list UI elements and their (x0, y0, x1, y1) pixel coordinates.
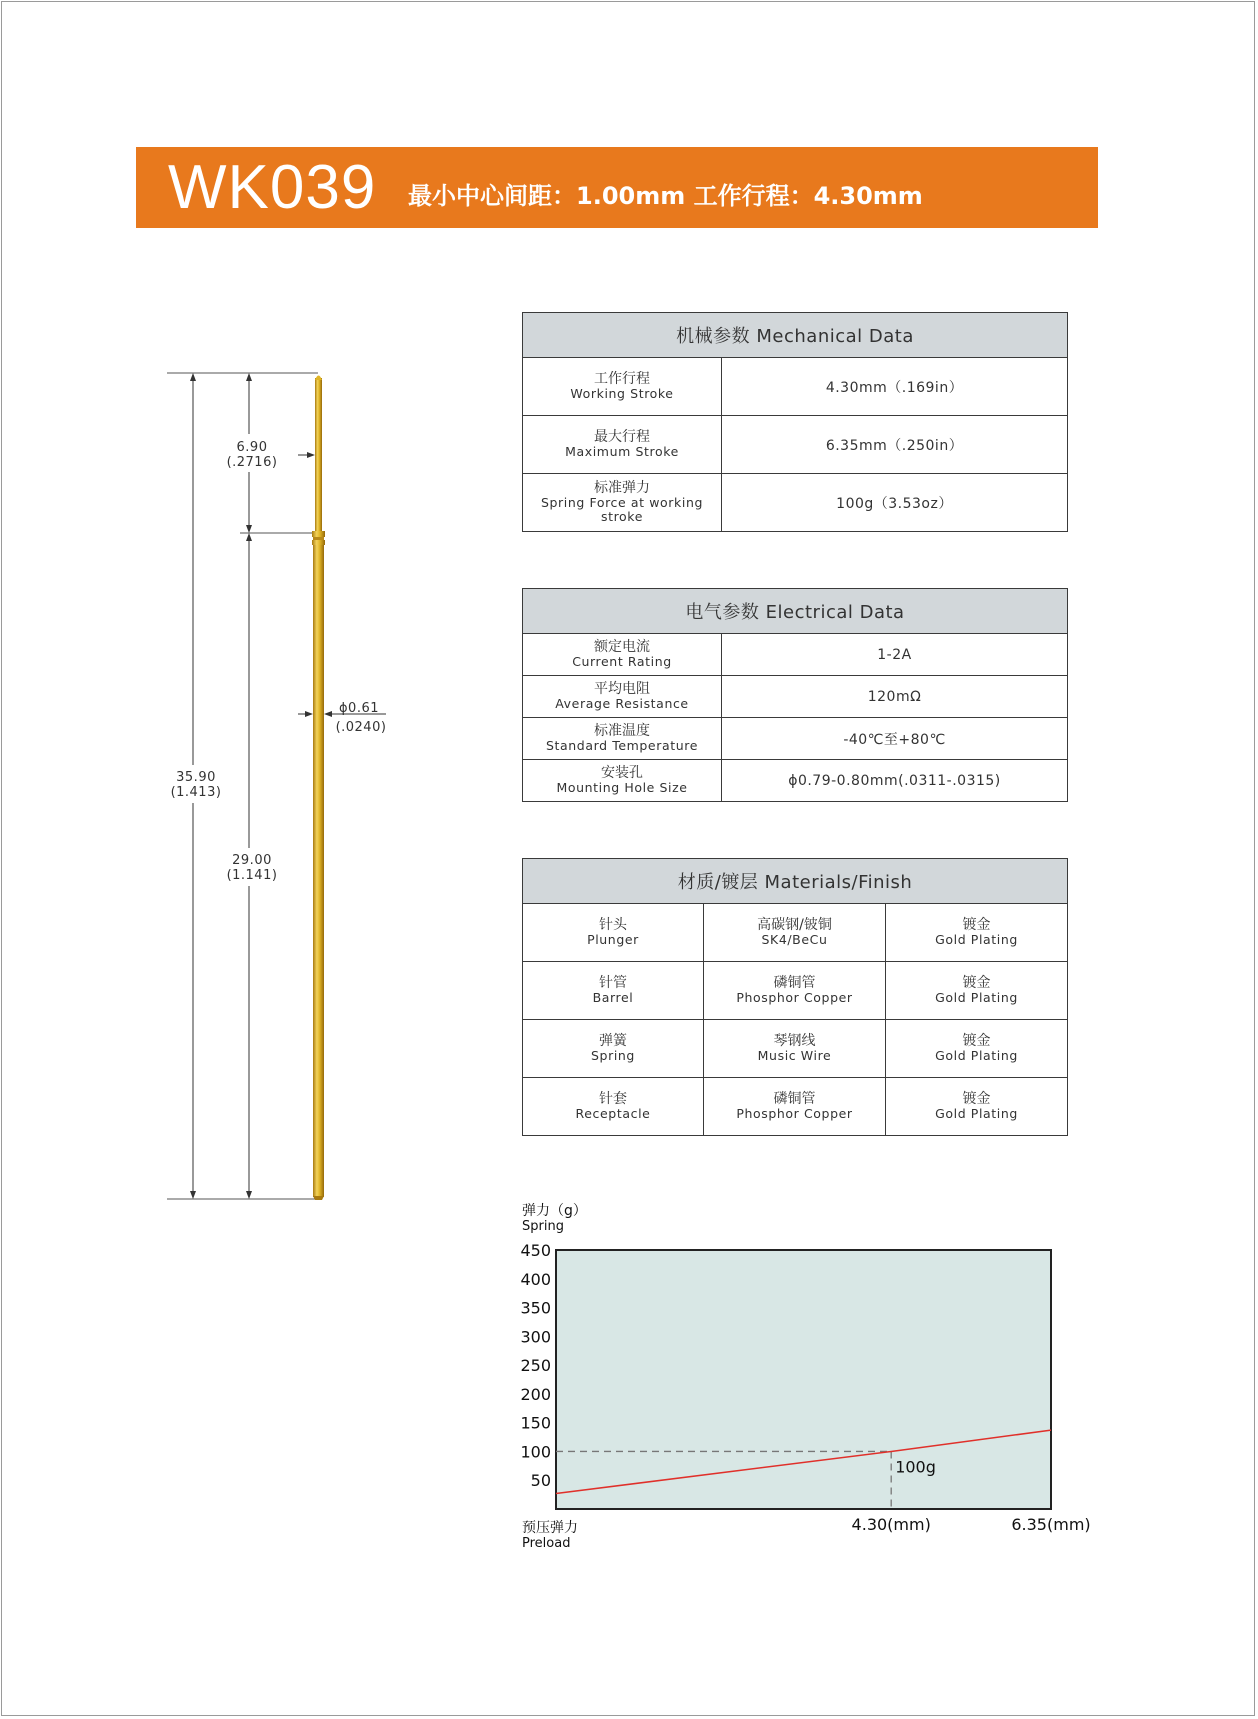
temperature-value: -40℃至+80℃ (722, 718, 1068, 760)
row-label-en: Working Stroke (570, 386, 674, 401)
x-tick-label: 4.30(mm) (851, 1515, 931, 1534)
y-tick-label: 450 (520, 1241, 551, 1260)
y-tick-label: 250 (520, 1356, 551, 1376)
y-tick-label: 400 (520, 1269, 551, 1289)
mechanical-title: 机械参数 Mechanical Data (523, 313, 1068, 358)
part-zh: 弹簧 (599, 1033, 627, 1049)
chart-y-ticks (520, 1241, 551, 1490)
part-en: Spring (591, 1048, 635, 1063)
dim-dia-inch: (.0240) (335, 720, 387, 735)
part-zh: 针套 (599, 1091, 627, 1107)
marker-label: 100g (895, 1457, 936, 1477)
spring-force-value: 100g（3.53oz） (722, 474, 1068, 532)
finish-en: Gold Plating (935, 990, 1018, 1005)
current-rating-value: 1-2A (722, 634, 1068, 676)
finish-en: Gold Plating (935, 932, 1018, 947)
chart-xlabel-zh: 预压弹力 (522, 1520, 578, 1536)
material-zh: 高碳钢/铍铜 (757, 917, 832, 933)
chart-plot-area (556, 1250, 1051, 1509)
row-label-en: Standard Temperature (545, 738, 699, 753)
y-tick-label: 350 (520, 1298, 551, 1318)
dim-top-value: 6.90 (236, 440, 268, 455)
row-label-zh: 工作行程 (594, 371, 650, 387)
finish-en: Gold Plating (935, 1106, 1018, 1121)
working-stroke-value: 4.30mm（.169in） (722, 358, 1068, 416)
dim-dia-value: ϕ0.61 (338, 701, 380, 716)
part-en: Receptacle (575, 1106, 651, 1121)
material-en: SK4/BeCu (761, 932, 828, 947)
row-label-en: Mounting Hole Size (556, 780, 688, 795)
row-label-zh: 标准弹力 (594, 480, 650, 496)
row-label-en: Current Rating (572, 654, 672, 669)
part-en: Plunger (587, 932, 639, 947)
chart-xlabel-en: Preload (522, 1536, 571, 1551)
row-label-zh: 最大行程 (594, 429, 650, 445)
finish-en: Gold Plating (935, 1048, 1018, 1063)
finish-zh: 镀金 (962, 1091, 991, 1107)
y-tick-label: 50 (530, 1471, 551, 1491)
dim-total-inch: (1.413) (170, 785, 222, 800)
finish-zh: 镀金 (962, 975, 991, 991)
mounting-hole-value: ϕ0.79-0.80mm(.0311-.0315) (722, 760, 1068, 802)
y-tick-label: 100 (520, 1442, 551, 1462)
row-label-en: Spring Force at working stroke (540, 495, 704, 524)
material-zh: 磷铜管 (773, 1091, 816, 1107)
material-zh: 磷铜管 (773, 975, 816, 991)
spec-summary: 最小中心间距：1.00mm 工作行程：4.30mm (408, 182, 923, 210)
finish-zh: 镀金 (962, 1033, 991, 1049)
resistance-value: 120mΩ (722, 676, 1068, 718)
materials-title: 材质/镀层 Materials/Finish (523, 859, 1068, 904)
material-en: Music Wire (757, 1048, 832, 1063)
dim-barrel-value: 29.00 (232, 853, 272, 868)
y-tick-label: 300 (520, 1327, 551, 1347)
material-zh: 琴钢线 (773, 1033, 816, 1049)
row-label-zh: 平均电阻 (594, 681, 650, 697)
dim-top-inch: (.2716) (226, 455, 278, 470)
material-en: Phosphor Copper (736, 1106, 853, 1121)
row-label-zh: 安装孔 (601, 765, 643, 781)
y-tick-label: 200 (520, 1384, 551, 1404)
chart-ylabel-en: Spring (522, 1219, 564, 1234)
part-en: Barrel (592, 990, 634, 1005)
electrical-title: 电气参数 Electrical Data (523, 589, 1068, 634)
row-label-en: Average Resistance (555, 696, 689, 711)
part-zh: 针头 (599, 917, 627, 933)
y-tick-label: 150 (520, 1413, 551, 1433)
chart-ylabel-zh: 弹力（g） (522, 1203, 587, 1219)
model-number: WK039 (168, 153, 377, 222)
dim-total-value: 35.90 (176, 770, 216, 785)
max-stroke-value: 6.35mm（.250in） (722, 416, 1068, 474)
chart-x-ticks (852, 1515, 1091, 1534)
part-zh: 针管 (599, 975, 627, 991)
finish-zh: 镀金 (962, 917, 991, 933)
x-tick-label: 6.35(mm) (1011, 1515, 1091, 1534)
row-label-zh: 额定电流 (594, 639, 650, 655)
material-en: Phosphor Copper (736, 990, 853, 1005)
row-label-en: Maximum Stroke (565, 444, 679, 459)
row-label-zh: 标准温度 (594, 723, 650, 739)
dim-barrel-inch: (1.141) (226, 868, 278, 883)
